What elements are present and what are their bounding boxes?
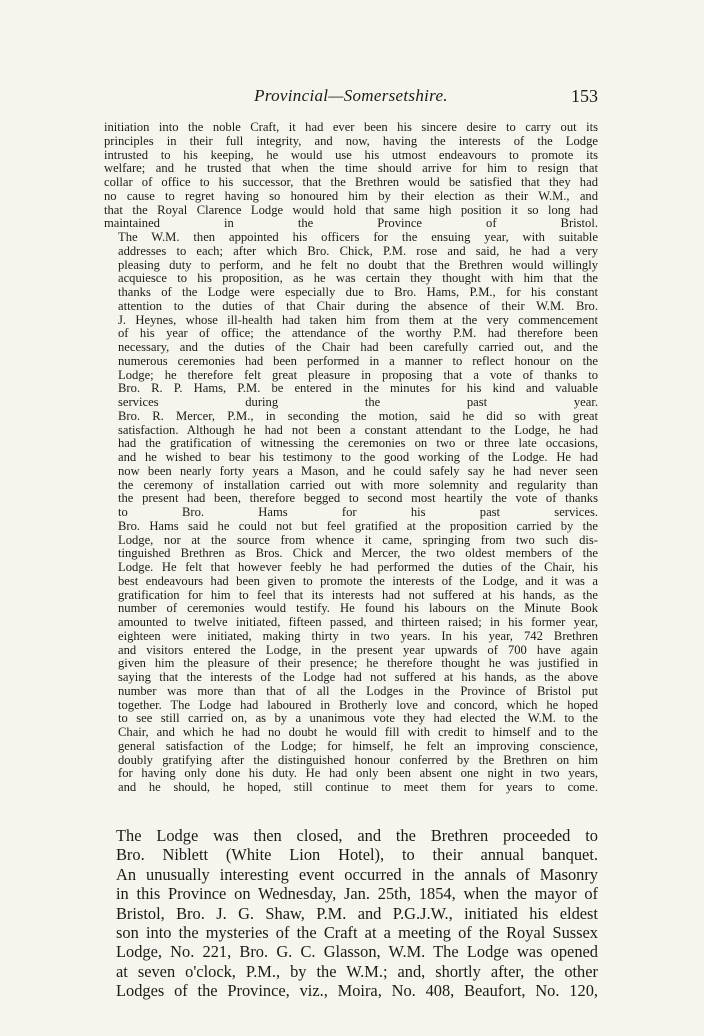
text-line: son into the mysteries of the Craft at a meeting of the Royal Sussex xyxy=(116,923,598,943)
text-line: amounted to twelve initiated, fifteen passed, and thirteen raised; in his former year, xyxy=(118,615,598,629)
text-line: and visitors entered the Lodge, in the present year upwards of 700 have again xyxy=(118,642,598,657)
text-line: and he should, he hoped, still continue to meet them for years to come. xyxy=(118,780,598,794)
text-line: in this Province on Wednesday, Jan. 25th, 1854, when the mayor of xyxy=(116,884,598,904)
text-line: attention to the duties of that Chair during the absence of their W.M. Bro. xyxy=(118,298,598,313)
page-number: 153 xyxy=(571,86,598,106)
paragraph xyxy=(104,121,598,231)
text-line: gratification for him to feel that its interests had not suffered at his hands, as the xyxy=(118,587,598,602)
text-line: the present had been, therefore begged to second most heartily the vote of thanks xyxy=(118,491,598,506)
text-line: Lodge, nor at the source from whence it came, springing from two such dis- xyxy=(118,532,598,547)
text-line: addresses to each; after which Bro. Chick, P.M. rose and said, he had a very xyxy=(118,243,598,258)
text-line: numerous ceremonies had been performed in a manner to reflect honour on the xyxy=(118,353,598,368)
text-line: Lodges of the Province, viz., Moira, No. 408, Beaufort, No. 120, xyxy=(116,981,598,1001)
running-title: Provincial—Somersetshire. xyxy=(254,86,448,105)
text-line: Lodge; he therefore felt great pleasure in proposing that a vote of thanks to xyxy=(118,367,598,382)
text-line: best endeavours had been given to promote the interests of the Lodge, and it was a xyxy=(118,573,598,588)
text-line: for having only done his duty. He had only been absent one night in two years, xyxy=(118,766,598,781)
text-line: Chair, and which he had no doubt he would fill with credit to himself and to the xyxy=(118,725,598,739)
paragraph xyxy=(104,231,598,410)
text-line: at seven o'clock, P.M., by the W.M.; and, shortly after, the other xyxy=(116,961,598,981)
large-type-body xyxy=(104,826,598,1001)
text-line: maintained in the Province of Bristol. xyxy=(104,216,598,231)
paragraph xyxy=(104,865,598,1001)
text-line: and he wished to bear his testimony to the good working of the Lodge. He had xyxy=(118,450,598,464)
text-line: An unusually interesting event occurred in the annals of Masonry xyxy=(116,864,598,884)
text-line: tinguished Brethren as Bros. Chick and Mercer, the two oldest members of the xyxy=(118,546,598,561)
text-line: thanks of the Lodge were especially due to Bro. Hams, P.M., for his constant xyxy=(118,285,598,299)
text-line: Bro. Hams said he could not but feel gratified at the proposition carried by the xyxy=(118,518,598,533)
text-line: saying that the interests of the Lodge had not suffered at his hands, as the above xyxy=(118,670,598,684)
text-line: together. The Lodge had laboured in Brotherly love and concord, which he hoped xyxy=(118,697,598,712)
text-line: number of ceremonies would testify. He found his labours on the Minute Book xyxy=(118,601,598,616)
text-line: satisfaction. Although he had not been a constant attendant to the Lodge, he had xyxy=(118,422,598,437)
text-line: intrusted to his keeping, he would use his utmost endeavours to promote its xyxy=(104,147,598,162)
text-line: acquiesce to his proposition, as he was certain they thought with him that the xyxy=(118,271,598,286)
text-line: given him the pleasure of their presence; he therefore thought he was justified in xyxy=(118,656,598,671)
text-line: Bristol, Bro. J. G. Shaw, P.M. and P.G.J.W., initiated his eldest xyxy=(116,903,598,923)
text-line: initiation into the noble Craft, it had ever been his sincere desire to carry out its xyxy=(104,120,598,134)
text-line: Lodge. He felt that however feebly he had performed the duties of the Chair, his xyxy=(118,560,598,574)
paragraph xyxy=(104,520,598,795)
paragraph xyxy=(104,826,598,865)
text-line: number was more than that of all the Lodges in the Province of Bristol put xyxy=(118,683,598,698)
text-line: to Bro. Hams for his past services. xyxy=(118,505,598,519)
text-line: Bro. R. P. Hams, P.M. be entered in the minutes for his kind and valuable xyxy=(118,381,598,396)
text-line: The W.M. then appointed his officers for the ensuing year, with suitable xyxy=(118,230,598,244)
text-line: J. Heynes, whose ill-health had taken him from them at the very commencement xyxy=(118,312,598,327)
text-line: had the gratification of witnessing the ceremonies on two or three late occasions, xyxy=(118,436,598,451)
text-line: eighteen were initiated, making thirty in two years. In his year, 742 Brethren xyxy=(118,628,598,643)
text-line: that the Royal Clarence Lodge would hold that same high position it so long had xyxy=(104,202,598,217)
text-line: the ceremony of installation carried out with more solemnity and regularity than xyxy=(118,477,598,492)
text-line: necessary, and the duties of the Chair had been carefully carried out, and the xyxy=(118,340,598,354)
paragraph xyxy=(104,410,598,520)
text-line: principles in their full integrity, and now, having the interests of the Lodge xyxy=(104,133,598,148)
small-type-body xyxy=(104,121,598,795)
text-line: The Lodge was then closed, and the Brethren proceeded to xyxy=(116,826,598,845)
text-line: Bro. Niblett (White Lion Hotel), to their annual banquet. xyxy=(116,845,598,865)
text-line: Lodge, No. 221, Bro. G. C. Glasson, W.M. The Lodge was opened xyxy=(116,942,598,962)
text-line: doubly gratifying after the distinguished honour conferred by the Brethren on him xyxy=(118,752,598,767)
text-line: collar of office to his successor, that the Brethren would be satisfied that they had xyxy=(104,175,598,189)
text-line: of his year of office; the attendance of the worthy P.M. had therefore been xyxy=(118,326,598,341)
text-line: general satisfaction of the Lodge; for himself, he felt an improving conscience, xyxy=(118,738,598,753)
text-line: no cause to regret having so honoured him by their election as their W.M., and xyxy=(104,188,598,203)
page-header xyxy=(104,86,598,110)
text-line: services during the past year. xyxy=(118,395,598,409)
text-line: to see still carried on, as by a unanimous vote they had elected the W.M. to the xyxy=(118,711,598,726)
text-line: now been nearly forty years a Mason, and he could safely say he had never seen xyxy=(118,463,598,478)
text-line: welfare; and he trusted that when the time should arrive for him to resign that xyxy=(104,161,598,176)
text-line: pleasing duty to perform, and he felt no doubt that the Brethren would willingly xyxy=(118,257,598,272)
text-line: Bro. R. Mercer, P.M., in seconding the motion, said he did so with great xyxy=(118,408,598,423)
